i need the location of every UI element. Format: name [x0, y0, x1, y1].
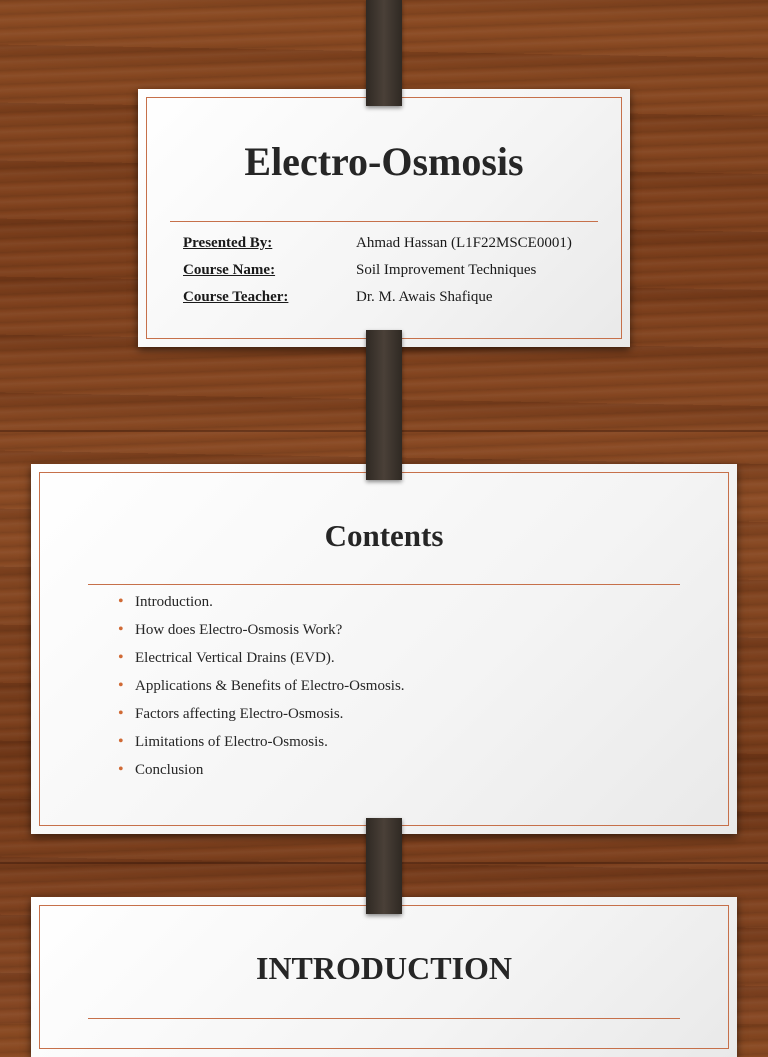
- bullet-icon: •: [118, 621, 124, 638]
- bullet-icon: •: [118, 649, 124, 666]
- bullet-icon: •: [118, 733, 124, 750]
- contents-item: • Introduction.: [118, 593, 213, 610]
- contents-item: • How does Electro-Osmosis Work?: [118, 621, 343, 638]
- contents-slide[interactable]: [31, 464, 737, 834]
- meta-value: Dr. M. Awais Shafique: [356, 289, 493, 305]
- meta-label: Presented By:: [183, 235, 273, 251]
- contents-item: • Applications & Benefits of Electro-Osmosis.: [118, 677, 405, 694]
- hanging-strap: [366, 0, 402, 106]
- meta-label: Course Teacher:: [183, 289, 289, 305]
- meta-value: Ahmad Hassan (L1F22MSCE0001): [356, 235, 572, 251]
- title-divider: [88, 584, 680, 585]
- slide-title: Contents: [324, 518, 444, 553]
- bullet-icon: •: [118, 705, 124, 722]
- intro-slide[interactable]: [31, 897, 737, 1057]
- title-divider: [170, 221, 598, 222]
- slide-title: Electro-Osmosis: [244, 139, 524, 184]
- contents-list: [115, 594, 405, 790]
- meta-row-teacher: [183, 289, 613, 309]
- contents-item: • Conclusion: [118, 761, 204, 778]
- bullet-icon: •: [118, 593, 124, 610]
- title-slide[interactable]: [138, 89, 630, 347]
- contents-item: • Limitations of Electro-Osmosis.: [118, 733, 328, 750]
- meta-label: Course Name:: [183, 262, 276, 278]
- meta-row-presenter: [183, 235, 613, 255]
- slide-title: INTRODUCTION: [255, 950, 513, 986]
- meta-row-course: [183, 262, 613, 282]
- contents-item: • Factors affecting Electro-Osmosis.: [118, 705, 344, 722]
- bullet-icon: •: [118, 761, 124, 778]
- contents-item: • Electrical Vertical Drains (EVD).: [118, 649, 335, 666]
- bullet-icon: •: [118, 677, 124, 694]
- hanging-strap: [366, 330, 402, 480]
- title-divider: [88, 1018, 680, 1019]
- hanging-strap: [366, 818, 402, 914]
- meta-value: Soil Improvement Techniques: [356, 262, 537, 278]
